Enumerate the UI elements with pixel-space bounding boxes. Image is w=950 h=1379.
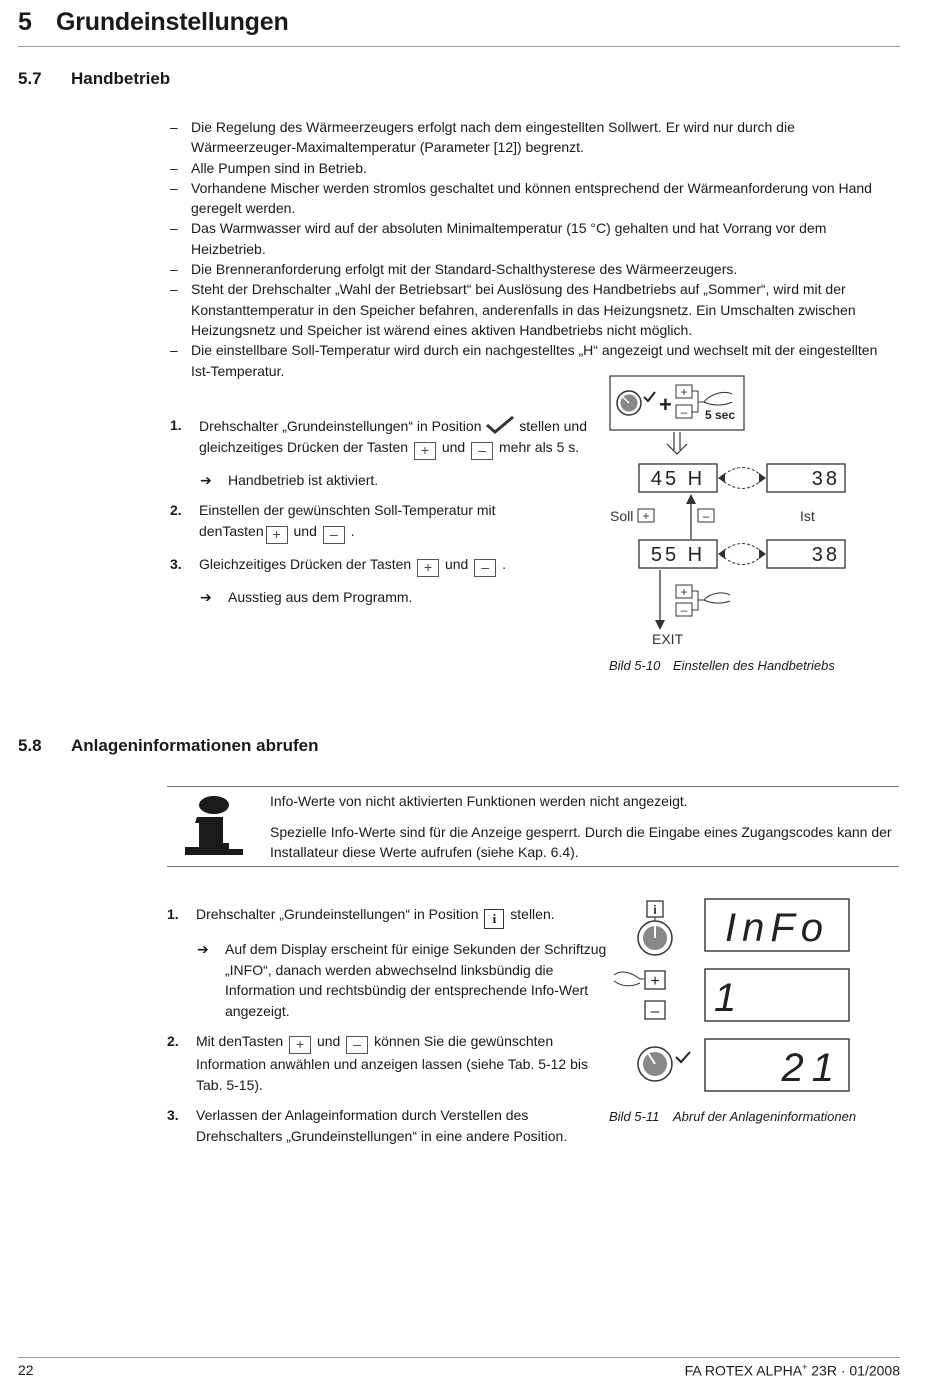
step-2 [170, 500, 590, 544]
minus-key-icon: – [323, 526, 345, 544]
step-text: und [293, 522, 317, 539]
step-text: Einstellen der gewünschten Soll-Temperatur mit [199, 502, 496, 518]
plus-key-label: + [680, 585, 688, 599]
step-text: können Sie die gewünschten Information anwählen und anzeigen lassen (siehe Tab. 5-12 bis Tab. 5-15). [196, 1033, 588, 1093]
step-text: stellen und [519, 418, 587, 434]
caption-label: Bild 5-11 [609, 1109, 660, 1124]
arrowhead [759, 549, 766, 559]
arrow-right-icon: ➔ [200, 588, 212, 605]
toggle-arrow-bottom [720, 478, 764, 489]
exit-label: EXIT [652, 631, 684, 647]
list-item: – Alle Pumpen sind in Betrieb. [170, 158, 900, 178]
arrow-right-icon: ➔ [197, 941, 209, 957]
step-1-result [170, 470, 590, 491]
display-value: 45 H [650, 468, 706, 490]
figure-anlageninfo [608, 893, 858, 1103]
list-item: – Die Regelung des Wärmeerzeugers erfolgt nach dem eingestellten Sollwert. Er wird nur durch die Wärmeerzeuger-Maximaltemperatur (Parameter [12]) begrenzt. [170, 117, 900, 158]
result-text: Ausstieg aus dem Programm. [228, 588, 413, 605]
minus-key-icon: – [471, 442, 493, 460]
plus-key-icon: + [417, 559, 439, 577]
list-item: – Vorhandene Mischer werden stromlos geschaltet und können entsprechend der Wärmeanforderung von Hand geregelt werden. [170, 178, 900, 219]
display-value: 38 [811, 544, 840, 566]
result-text: Handbetrieb ist aktiviert. [228, 471, 379, 488]
chapter-heading [18, 8, 289, 37]
info-position-label: i [653, 903, 657, 917]
result-text: Auf dem Display erscheint für einige Sekunden der Schriftzug „INFO“, danach werden abwechselnd linksbündig die Information und rechtsbündig der entsprechende Info-Wert angezeigt. [225, 941, 607, 1019]
section-title: Handbetrieb [71, 69, 171, 88]
step-text: und [441, 438, 466, 455]
info-rule-top [167, 786, 899, 787]
checkmark-icon [485, 415, 515, 435]
plus-key-icon: + [289, 1036, 311, 1054]
list-item: – Die einstellbare Soll-Temperatur wird durch ein nachgestelltes „H“ angezeigt und wechselt mit der eingestellten Ist-Temperatur. [170, 340, 900, 381]
step-text: denTasten [199, 522, 264, 539]
step-text: stellen. [510, 906, 555, 922]
pointing-hand-icon [614, 972, 644, 986]
caption-text: Einstellen des Handbetriebs [673, 658, 835, 673]
plus-key-label: + [650, 973, 660, 990]
display-value: 55 H [650, 544, 706, 566]
info-line: Info-Werte von nicht aktivierten Funktionen werden nicht angezeigt. [270, 793, 688, 809]
step-text: mehr als 5 s. [499, 438, 580, 455]
minus-key-label: – [650, 1003, 660, 1020]
info-icon [183, 795, 245, 857]
step-1-result [167, 939, 607, 1021]
chapter-title: Grundeinstellungen [56, 8, 289, 36]
list-item: – Das Warmwasser wird auf der absoluten Minimaltemperatur (15 °C) gehalten und hat Vorrang vor dem Heizbetrieb. [170, 218, 900, 259]
arrow-right-icon: ➔ [200, 471, 212, 488]
step-number: 2. [170, 502, 182, 518]
info-line: Spezielle Info-Werte sind für die Anzeige gesperrt. Durch die Eingabe eines Zugangscodes kann der Installateur diese Werte aufrufen (siehe Kap. 6.4). [270, 823, 892, 860]
caption-text: Abruf der Anlageninformationen [673, 1109, 857, 1124]
section-heading-5-8 [18, 736, 518, 758]
pointing-hand-icon [692, 591, 730, 610]
caption-bild-5-10 [609, 658, 835, 673]
soll-label: Soll [610, 508, 634, 524]
caption-label: Bild 5-10 [609, 658, 661, 673]
plus-key-icon: + [414, 442, 436, 460]
step-number: 2. [167, 1033, 179, 1049]
section-heading-5-7 [18, 69, 418, 91]
step-number: 3. [170, 555, 182, 572]
step-text: Drehschalter „Grundeinstellungen“ in Position [196, 906, 479, 922]
arrowhead [718, 549, 725, 559]
display-value: 21 [781, 1046, 842, 1090]
minus-key-icon: – [474, 559, 496, 577]
step-3 [167, 1105, 607, 1146]
step-text: Gleichzeitiges Drücken der Tasten [199, 555, 412, 572]
step-3 [170, 554, 590, 577]
step-2 [167, 1031, 607, 1095]
dial-icon [617, 391, 641, 415]
step-text: Drehschalter „Grundeinstellungen“ in Position [199, 418, 482, 434]
caption-bild-5-11 [609, 1109, 856, 1124]
ist-label: Ist [800, 508, 815, 524]
chapter-rule [18, 46, 900, 47]
step-text: . [350, 522, 355, 539]
arrowhead [686, 494, 696, 504]
steps-handbetrieb [170, 415, 590, 607]
section-number: 5.7 [18, 69, 42, 88]
section-number: 5.8 [18, 736, 42, 755]
step-text: Mit denTasten [196, 1033, 284, 1049]
steps-anlageninfo [167, 904, 607, 1146]
minus-key-label: – [680, 405, 688, 419]
dial-icon [638, 1047, 672, 1081]
step-text: und [444, 555, 469, 572]
footer-rule [18, 1357, 900, 1358]
checkmark-icon [644, 392, 655, 401]
step-1 [167, 904, 607, 929]
double-arrow-down-icon [667, 432, 687, 454]
step-3-result [170, 587, 590, 608]
list-item: – Die Brenneranforderung erfolgt mit der Standard-Schalthysterese des Wärmeerzeugers. [170, 259, 900, 279]
display-value: InFo [724, 906, 830, 950]
figure-handbetrieb [600, 372, 860, 654]
step-text: und [316, 1033, 341, 1049]
minus-key-label: – [680, 603, 688, 617]
doc-ref-prefix: FA ROTEX ALPHA [684, 1362, 803, 1379]
step-1 [170, 415, 590, 460]
display-value: 1 [714, 976, 737, 1020]
arrowhead [759, 473, 766, 483]
info-rule-bottom [167, 866, 899, 867]
toggle-arrow-top [720, 468, 764, 479]
chapter-number: 5 [18, 8, 32, 36]
page-number: 22 [18, 1362, 34, 1378]
checkmark-icon [676, 1052, 690, 1062]
step-number: 3. [167, 1107, 179, 1123]
arrowhead [718, 473, 725, 483]
step-text: . [502, 555, 506, 572]
bullet-list-handbetrieb [170, 117, 900, 381]
toggle-arrow-bottom [720, 554, 764, 565]
document-reference [685, 1362, 900, 1379]
section-title: Anlageninformationen abrufen [71, 736, 319, 755]
plus-sign: + [659, 392, 672, 417]
dial-icon [638, 921, 672, 955]
toggle-arrow-top [720, 544, 764, 555]
arrowhead [655, 620, 665, 630]
plus-key-icon: + [266, 526, 288, 544]
step-number: 1. [167, 906, 179, 922]
step-text: gleichzeitiges Drücken der Tasten [199, 438, 409, 455]
info-note [270, 791, 902, 873]
display-value: 38 [811, 468, 840, 490]
plus-key-label: + [642, 509, 650, 523]
doc-ref-suffix: 23R · 01/2008 [807, 1362, 900, 1379]
minus-key-icon: – [346, 1036, 368, 1054]
list-item: – Steht der Drehschalter „Wahl der Betriebsart“ bei Auslösung des Handbetriebs auf „Sommer“, wird mit der Konstanttemperatur in den Speicher befahren, anderenfalls in das Heizungsnetz. Ein Umschalten zwischen Heizungsnetz und Speicher ist wärend eines aktiven Handbetriebs nicht möglich. [170, 279, 900, 340]
step-text: Verlassen der Anlageinformation durch Verstellen des Drehschalters „Grundeinstellungen“ in eine andere Position. [196, 1107, 568, 1144]
doc-ref-sup: + [802, 1362, 808, 1372]
step-number: 1. [170, 417, 182, 433]
info-position-icon: i [484, 909, 504, 929]
plus-key-label: + [680, 385, 688, 399]
duration-label: 5 sec [705, 408, 736, 422]
minus-key-label: – [702, 509, 710, 523]
